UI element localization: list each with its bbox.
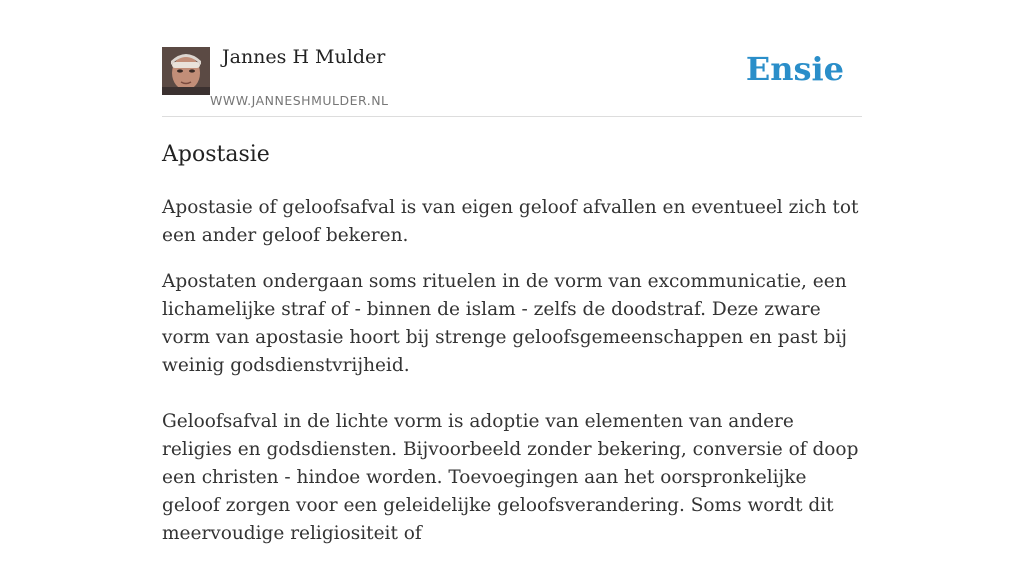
header xyxy=(162,46,862,117)
author-name[interactable]: Jannes H Mulder xyxy=(222,46,386,68)
article-paragraph: Apostaten ondergaan soms rituelen in de vorm van excommunicatie, een lichamelijke straf of - binnen de islam - zelfs de doodstraf. Deze zware vorm van apostasie hoort bij strenge geloofsgemeenschappen en past bij weinig godsdienstvrijheid. xyxy=(162,271,847,376)
article-paragraph: Geloofsafval in de lichte vorm is adoptie van elementen van andere religies en godsdiensten. Bijvoorbeeld zonder bekering, conversie of doop een christen - hindoe worden. Toevoegingen aan het oorspronkelijke geloof zorgen voor een geleidelijke geloofsverandering. Soms wordt dit meervoudige religiositeit of xyxy=(162,411,859,544)
article-paragraph: Apostasie of geloofsafval is van eigen geloof afvallen en eventueel zich tot een ander geloof bekeren. xyxy=(162,197,859,246)
article xyxy=(162,140,862,566)
author-avatar[interactable] xyxy=(162,47,210,95)
ensie-logo-link[interactable]: Ensie xyxy=(745,50,844,88)
avatar-photo-icon xyxy=(162,47,210,95)
article-title: Apostasie xyxy=(162,142,270,167)
author-website-link[interactable]: WWW.JANNESHMULDER.NL xyxy=(210,93,389,108)
